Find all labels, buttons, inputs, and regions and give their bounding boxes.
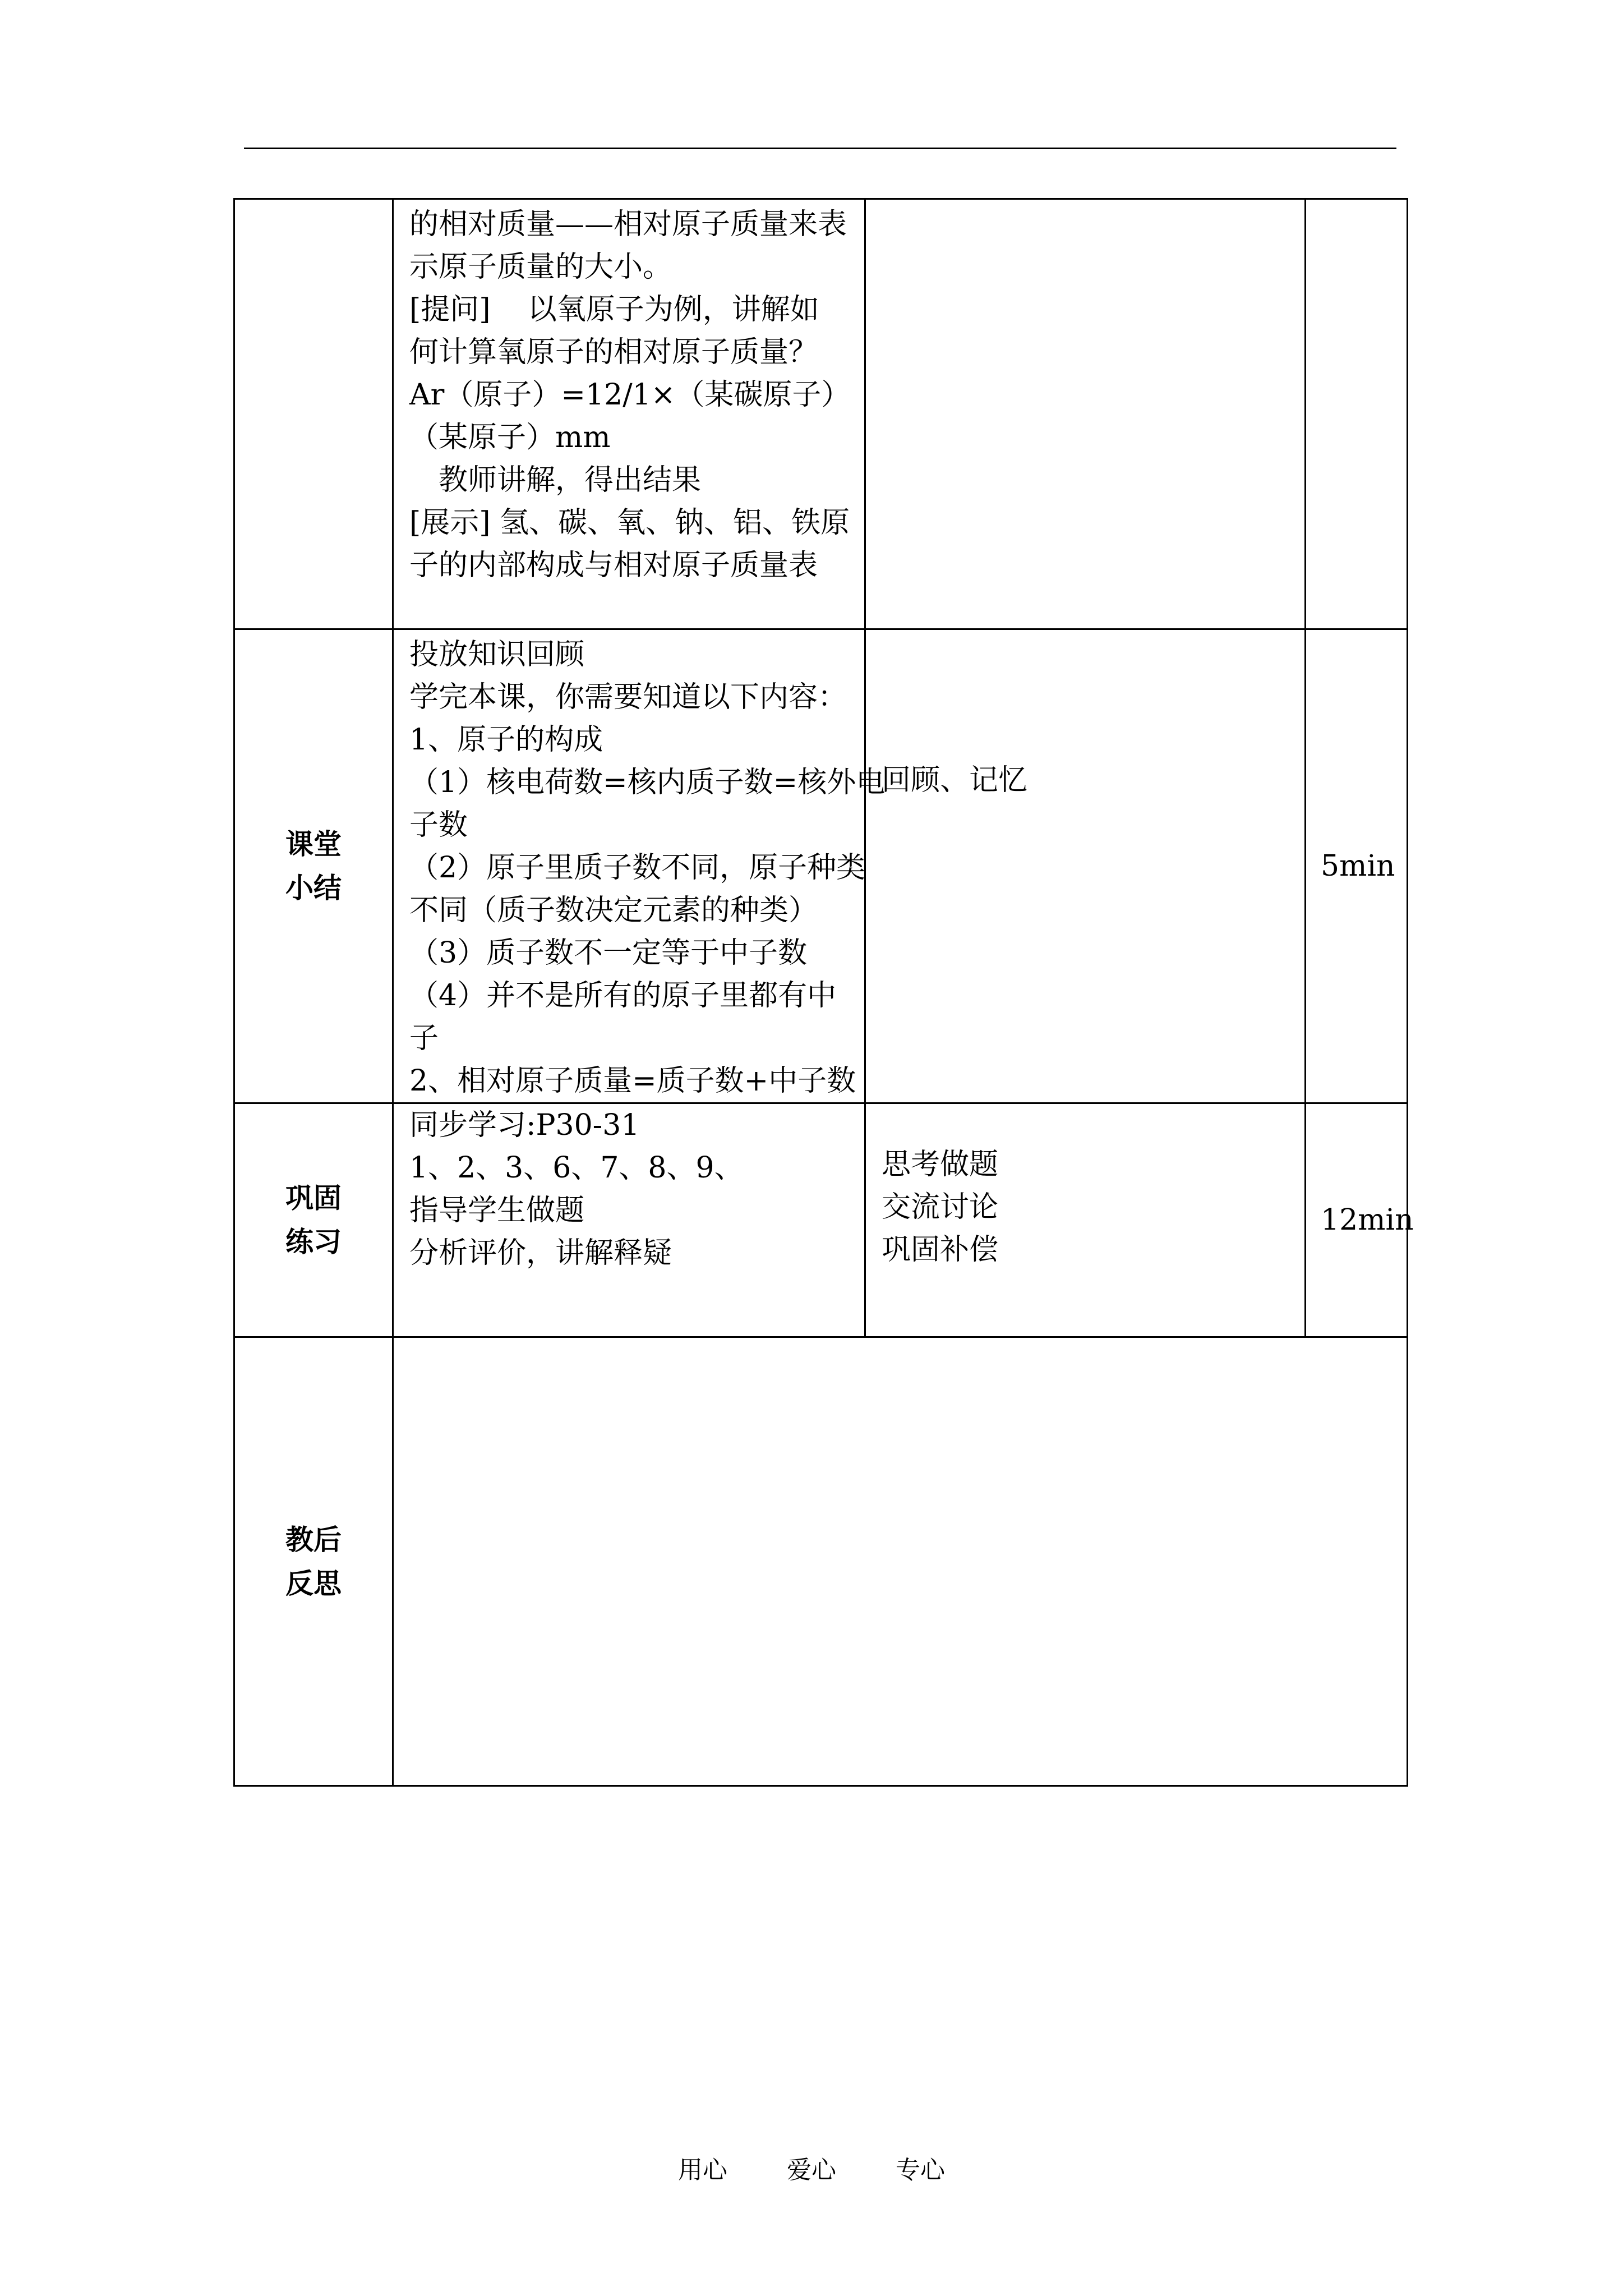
content-line: （某原子）mm bbox=[409, 421, 611, 454]
content-line: 示原子质量的大小。 bbox=[409, 250, 672, 284]
content-line: （1）核电荷数=核内质子数=核外电 bbox=[409, 766, 886, 799]
student-activity-cell bbox=[865, 1103, 1306, 1337]
time-cell bbox=[1306, 1103, 1414, 1337]
content-line: 2、相对原子质量=质子数+中子数 bbox=[409, 1064, 856, 1098]
student-activity-cell bbox=[865, 199, 1306, 629]
table-row-summary bbox=[234, 629, 1408, 1103]
content-line: [提问] 以氧原子为例，讲解如 bbox=[409, 293, 819, 326]
table-row-practice bbox=[234, 1103, 1408, 1337]
content-line: 1、2、3、6、7、8、9、 bbox=[409, 1151, 744, 1185]
section-label bbox=[235, 1176, 392, 1264]
table-row-continuation bbox=[234, 199, 1408, 629]
section-label-cell bbox=[234, 1103, 393, 1337]
content-line: 子数 bbox=[409, 808, 468, 842]
section-label bbox=[235, 822, 392, 910]
section-label-line: 课堂 bbox=[285, 828, 342, 861]
content-line: （4）并不是所有的原子里都有中 bbox=[409, 979, 837, 1013]
student-activity-cell bbox=[865, 629, 1306, 1103]
lesson-plan-table bbox=[233, 198, 1414, 1787]
content-line: Ar（原子）=12/1×（某碳原子） bbox=[409, 378, 851, 412]
student-activity-text: 巩固补偿 bbox=[882, 1233, 999, 1267]
content-line: 何计算氧原子的相对原子质量？ bbox=[409, 335, 818, 369]
content-line: 不同（质子数决定元素的种类） bbox=[409, 894, 818, 927]
section-label-line: 小结 bbox=[285, 872, 342, 904]
section-label-line: 练习 bbox=[285, 1226, 342, 1258]
content-line: （3）质子数不一定等于中子数 bbox=[409, 936, 808, 970]
content-line: 教师讲解，得出结果 bbox=[439, 463, 702, 497]
section-label-line: 巩固 bbox=[285, 1182, 342, 1214]
page-footer bbox=[0, 2150, 1623, 2185]
content-line: 学完本课，你需要知道以下内容： bbox=[409, 680, 847, 714]
footer-word: 爱心 bbox=[787, 2156, 836, 2184]
teacher-activity-cell bbox=[393, 1103, 865, 1337]
table-row-reflection bbox=[234, 1337, 1408, 1786]
label-cell-empty bbox=[234, 199, 393, 629]
section-label-line: 教后 bbox=[285, 1523, 342, 1556]
content-line: [展示] 氢、碳、氧、钠、铝、铁原 bbox=[409, 506, 850, 540]
student-activity-text: 思考做题 bbox=[882, 1148, 999, 1181]
reflection-cell bbox=[393, 1337, 1408, 1786]
content-line: 分析评价，讲解释疑 bbox=[409, 1236, 672, 1270]
section-label-cell bbox=[234, 1337, 393, 1786]
footer-word: 用心 bbox=[678, 2156, 727, 2184]
content-line: 指导学生做题 bbox=[409, 1194, 585, 1227]
time-value: 12min bbox=[1321, 1203, 1414, 1237]
footer-word: 专心 bbox=[896, 2156, 945, 2184]
teacher-activity-cell bbox=[393, 199, 865, 629]
time-cell bbox=[1306, 629, 1408, 1103]
section-label bbox=[235, 1518, 392, 1605]
teacher-activity-cell bbox=[393, 629, 886, 1103]
content-line: 的相对质量——相对原子质量来表 bbox=[409, 208, 847, 241]
header-rule bbox=[244, 148, 1396, 149]
section-label-cell bbox=[234, 629, 393, 1103]
time-cell bbox=[1306, 199, 1408, 629]
content-line: 1、原子的构成 bbox=[409, 723, 603, 757]
content-line: 投放知识回顾 bbox=[409, 638, 585, 671]
content-line: 同步学习:P30-31 bbox=[409, 1108, 640, 1142]
student-activity-text: 回顾、记忆 bbox=[882, 763, 1028, 797]
content-line: 子 bbox=[409, 1022, 439, 1055]
time-value: 5min bbox=[1321, 849, 1395, 883]
content-line: 子的内部构成与相对原子质量表 bbox=[409, 549, 818, 582]
content-line: （2）原子里质子数不同，原子种类 bbox=[409, 851, 866, 885]
section-label-line: 反思 bbox=[285, 1567, 342, 1600]
student-activity-text: 交流讨论 bbox=[882, 1190, 999, 1224]
